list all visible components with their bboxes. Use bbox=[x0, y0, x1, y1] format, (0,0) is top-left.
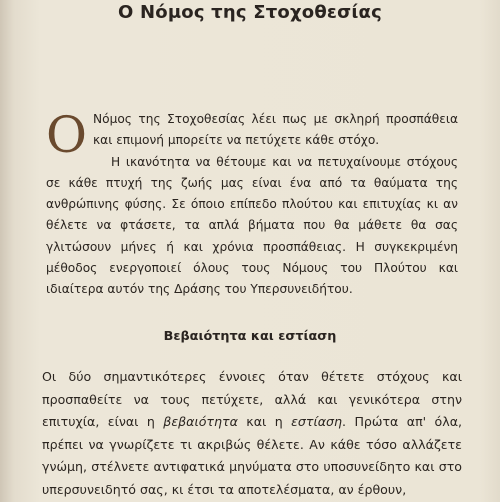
intro-lead-text: Νόμος της Στοχοθεσίας λέει πως με σκληρή προσπάθεια και επιμονή μπορείτε να πετύχετε κάθε στόχο. bbox=[93, 112, 458, 148]
drop-cap: Ο bbox=[46, 106, 87, 164]
intro-paragraph bbox=[46, 106, 458, 301]
chapter-title: Ο Νόμος της Στοχοθεσίας bbox=[118, 2, 382, 23]
section-subheading: Βεβαιότητα και εστίαση bbox=[163, 329, 337, 344]
section-text-part2: και η bbox=[237, 414, 292, 430]
emphasis-certainty: βεβαιότητα bbox=[163, 414, 238, 430]
section-text-part1: Οι δύο σημαντικότερες έννοιες όταν θέτετε στόχους και προσπαθείτε να τους πετύχετε, αλλά και γενικότερα στην επιτυχία, είναι η bbox=[42, 369, 462, 430]
intro-body-text: Η ικανότητα να θέτουμε και να πετυχαίνουμε στόχους σε κάθε πτυχή της ζωής μας είναι ένα από τα θαύματα της ανθρώπινης φύσης. Σε όποιο επίπεδο πλούτου και επιτυχίας κι αν θέλετε να φτάσετε, τα απλά βήματα που θα μάθετε θα σας γλιτώσουν μήνες ή και χρόνια προσπάθειας. Η συγκεκριμένη μέθοδος ενεργοποιεί όλους τους Νόμους του Πλούτου και ιδιαίτερα αυτόν της Δράσης του Υπερσυνειδήτου. bbox=[46, 154, 458, 297]
emphasis-focus: εστίαση bbox=[291, 414, 343, 430]
section-text-part3: . Πρώτα απ' όλα, πρέπει να γνωρίζετε τι ακριβώς θέλετε. Αν κάθε τόσο αλλάζετε γνώμη, στέλνετε αντιφατικά μηνύματα στο υποσυνείδητο και στο υπερσυνειδητό σας, κι έτσι τα αποτελέσματα, αν έρθουν, bbox=[42, 414, 462, 497]
section-paragraph bbox=[42, 366, 462, 502]
